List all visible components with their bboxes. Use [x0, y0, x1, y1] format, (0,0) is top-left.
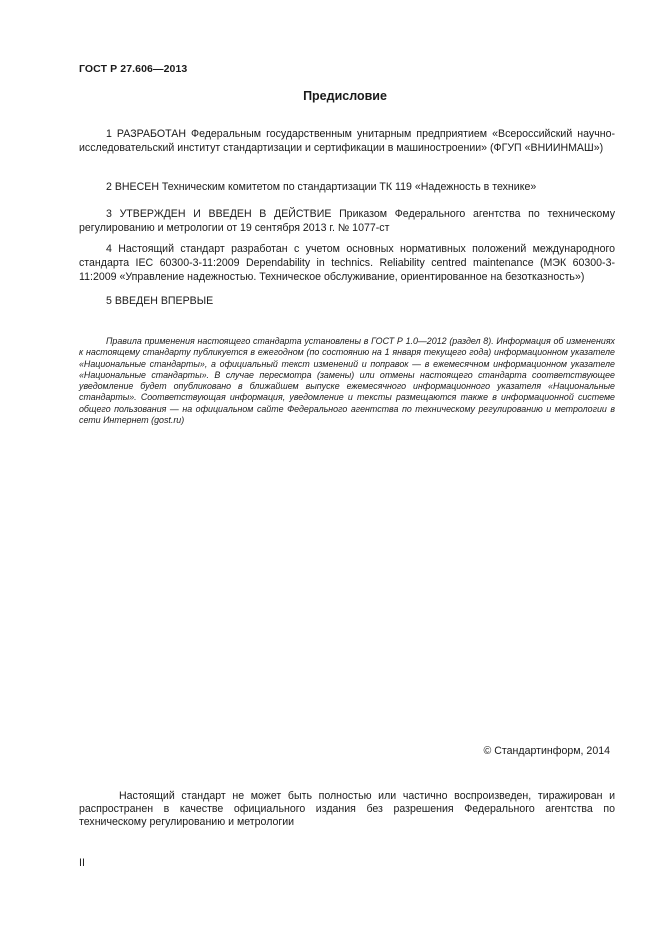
foreword-item-2-text: 2 ВНЕСЕН Техническим комитетом по стандартизации ТК 119 «Надежность в технике» — [106, 181, 537, 193]
foreword-item-1 — [79, 127, 615, 155]
foreword-item-5-text: 5 ВВЕДЕН ВПЕРВЫЕ — [106, 295, 214, 307]
copyright-notice: © Стандартинформ, 2014 — [483, 745, 610, 757]
legal-notice-text: Настоящий стандарт не может быть полностью или частично воспроизведен, тиражирован и распространен в качестве официального издания без разрешения Федерального агентства по техническому регулированию и метрологии — [79, 790, 615, 829]
foreword-item-2 — [79, 180, 615, 194]
standard-number-header: ГОСТ Р 27.606—2013 — [79, 63, 188, 75]
foreword-item-1-text: 1 РАЗРАБОТАН Федеральным государственным унитарным предприятием «Всероссийский научно-исследовательский институт стандартизации и сертификации в машиностроении» (ФГУП «ВНИИНМАШ») — [79, 128, 615, 154]
foreword-item-3-text: 3 УТВЕРЖДЕН И ВВЕДЕН В ДЕЙСТВИЕ Приказом Федерального агентства по техническому регулированию и метрологии от 19 сентября 2013 г. № 1077-ст — [79, 208, 615, 234]
application-note-text: Правила применения настоящего стандарта установлены в ГОСТ Р 1.0—2012 (раздел 8). Информация об изменениях к настоящему стандарту публикуется в ежегодном (по состоянию на 1 января текущего года) информационном указателе «Национальные стандарты», а официальный текст изменений и поправок — в ежемесячном информационном указателе «Национальные стандарты». В случае пересмотра (замены) или отмены настоящего стандарта соответствующее уведомление будет опубликовано в ближайшем выпуске ежемесячного информационного указателя «Национальные стандарты». Соответствующая информация, уведомление и тексты размещаются также в информационной системе общего пользования — на официальном сайте Федерального агентства по техническому регулированию и метрологии в сети Интернет (gost.ru) — [79, 336, 615, 426]
legal-notice — [79, 790, 615, 830]
application-note — [79, 336, 615, 426]
foreword-item-5 — [79, 294, 615, 308]
foreword-item-4-text: 4 Настоящий стандарт разработан с учетом основных нормативных положений международного стандарта IEC 60300-3-11:2009 Dependability in technics. Reliability centred maintenance (МЭК 60300-3-11:2009 «Управление надежностью. Техническое обслуживание, ориентированное на безотказность») — [79, 243, 615, 283]
page-number: II — [79, 857, 85, 869]
page-title: Предисловие — [303, 89, 387, 103]
foreword-item-4 — [79, 242, 615, 284]
foreword-item-3 — [79, 207, 615, 235]
